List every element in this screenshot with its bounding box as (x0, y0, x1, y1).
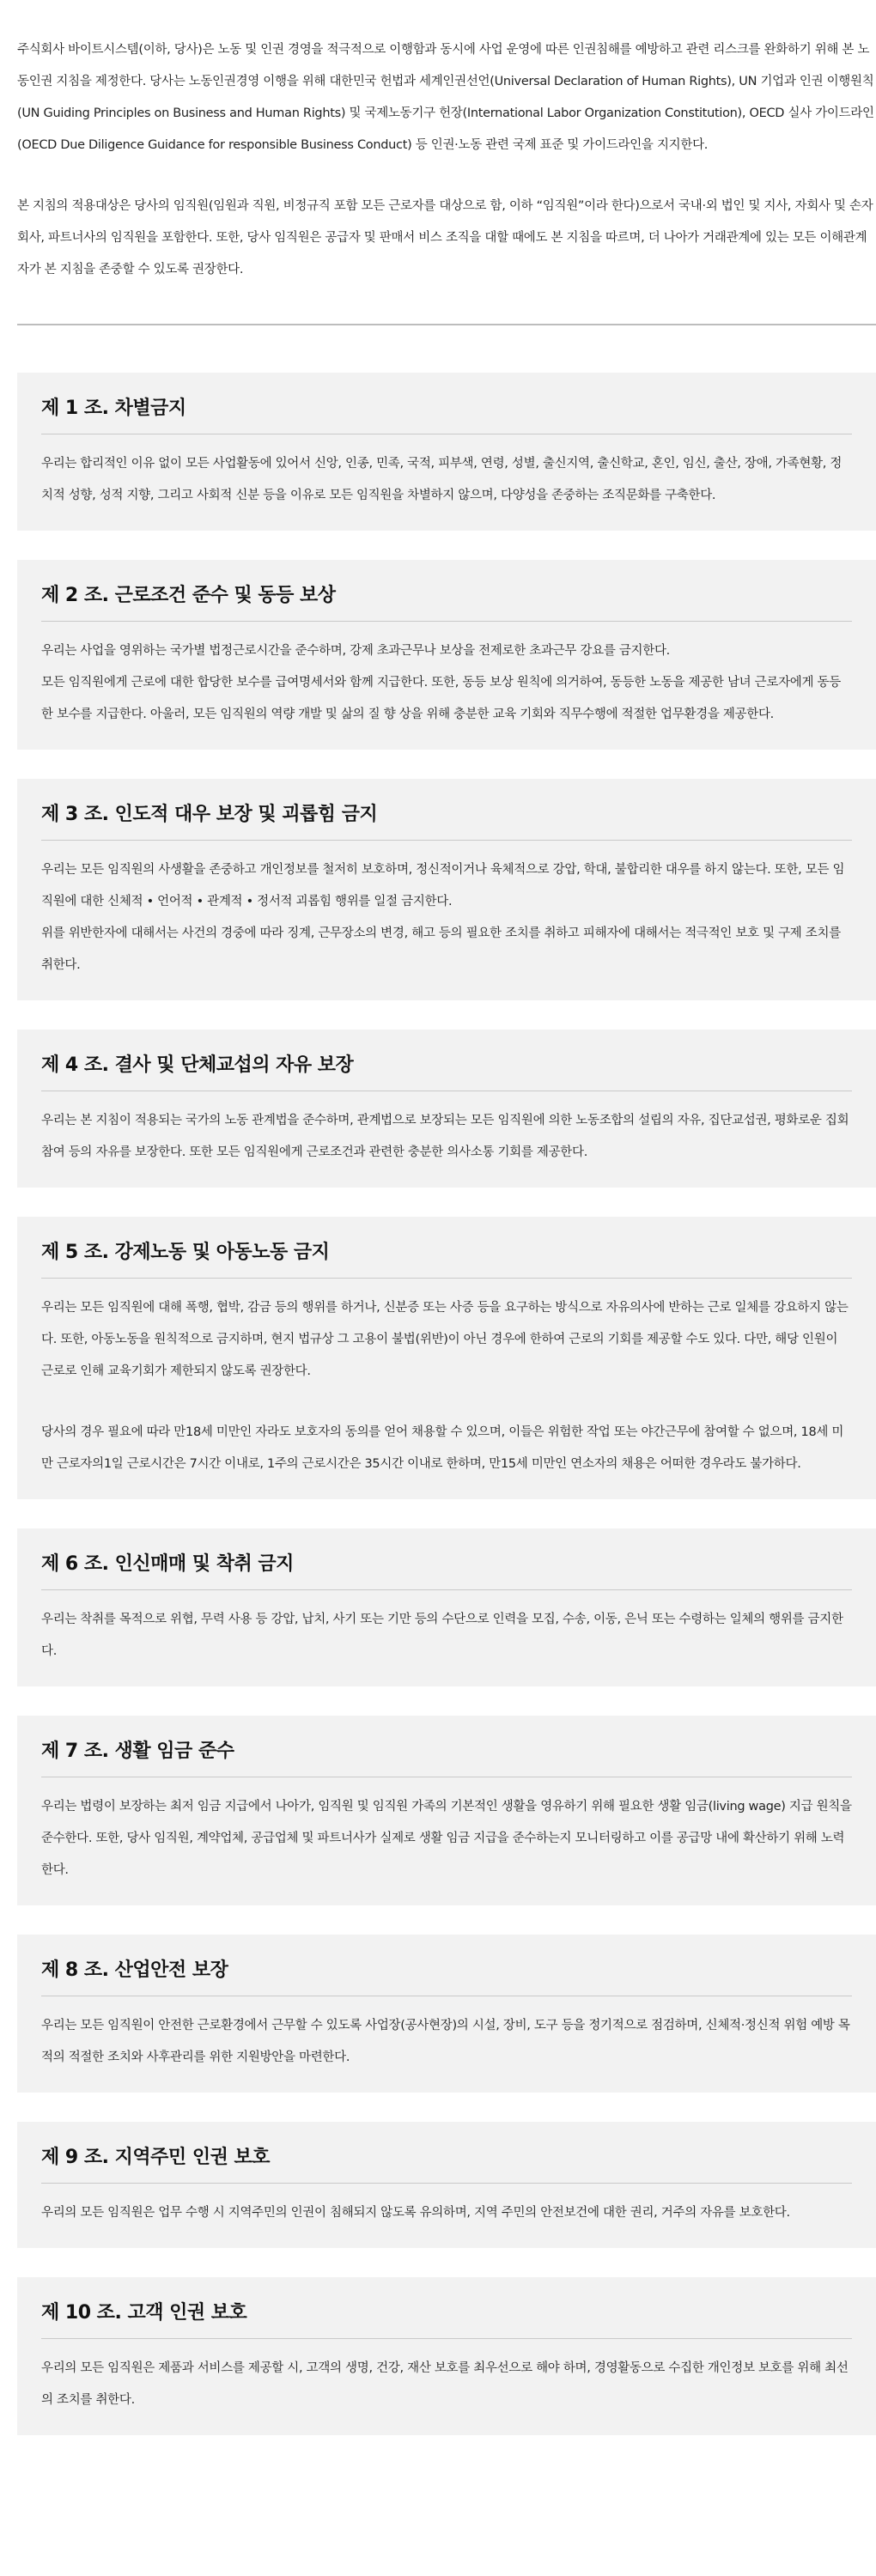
article-paragraph: 우리는 모든 임직원이 안전한 근로환경에서 근무할 수 있도록 사업장(공사현장)의 시설, 장비, 도구 등을 정기적으로 점검하며, 신체적·정신적 위험 예방 목적의 적절한 조치와 사후관리를 위한 지원방안을 마련한다. (41, 2019, 850, 2064)
article-4 (17, 1030, 876, 1188)
article-body (41, 2184, 852, 2229)
article-body (41, 1590, 852, 1668)
article-body (41, 1091, 852, 1169)
article-title: 제 8 조. 산업안전 보장 (41, 1955, 852, 1996)
article-1 (17, 373, 876, 531)
article-5 (17, 1217, 876, 1499)
article-10 (17, 2277, 876, 2435)
article-paragraph: 우리의 모든 임직원은 업무 수행 시 지역주민의 인권이 침해되지 않도록 유의하며, 지역 주민의 안전보건에 대한 권리, 거주의 자유를 보호한다. (41, 2206, 790, 2220)
article-paragraph: 당사의 경우 필요에 따라 만18세 미만인 자라도 보호자의 동의를 얻어 채용할 수 있으며, 이들은 위험한 작업 또는 야간근무에 참여할 수 없으며, 18세 미만 근로자의1일 근로시간은 7시간 이내로, 1주의 근로시간은 35시간 이내로 한하며, 만15세 미만인 연소자의 채용은 어떠한 경우라도 불가하다. (41, 1425, 844, 1471)
article-title: 제 3 조. 인도적 대우 보장 및 괴롭힘 금지 (41, 799, 852, 841)
articles-list (17, 373, 876, 2435)
article-title: 제 5 조. 강제노동 및 아동노동 금지 (41, 1237, 852, 1279)
article-paragraph: 우리의 모든 임직원은 제품과 서비스를 제공할 시, 고객의 생명, 건강, 재산 보호를 최우선으로 해야 하며, 경영활동으로 수집한 개인정보 보호를 위해 최선의 조치를 취한다. (41, 2361, 849, 2407)
article-body (41, 622, 852, 731)
article-title: 제 4 조. 결사 및 단체교섭의 자유 보장 (41, 1050, 852, 1091)
article-6 (17, 1528, 876, 1686)
article-paragraph: 모든 임직원에게 근로에 대한 합당한 보수를 급여명세서와 함께 지급한다. 또한, 동등 보상 원칙에 의거하여, 동등한 노동을 제공한 남녀 근로자에게 동등한 보수를 지급한다. 아울러, 모든 임직원의 역량 개발 및 삶의 질 향 상을 위해 충분한 교육 기회와 직무수행에 적절한 업무환경을 제공한다. (41, 676, 841, 721)
article-body (41, 841, 852, 981)
article-title: 제 9 조. 지역주민 인권 보호 (41, 2142, 852, 2184)
intro-paragraph: 주식회사 바이트시스템(이하, 당사)은 노동 및 인권 경영을 적극적으로 이행함과 동시에 사업 운영에 따른 인권침해를 예방하고 관련 리스크를 완화하기 위해 본 노동인권 지침을 제정한다. 당사는 노동인권경영 이행을 위해 대한민국 헌법과 세계인권선언(Universal Declaration of Human Rights), UN 기업과 인권 이행원칙(UN Guiding Principles on Business and Human Rights) 및 국제노동기구 헌장(International Labor Organization Constitution), OECD 실사 가이드라인(OECD Due Diligence Guidance for responsible Business Conduct) 등 인권·노동 관련 국제 표준 및 가이드라인을 지지한다. (17, 43, 874, 152)
article-body (41, 434, 852, 512)
article-3 (17, 779, 876, 1000)
policy-page (17, 0, 876, 2435)
article-body (41, 1279, 852, 1480)
article-paragraph: 우리는 모든 임직원의 사생활을 존중하고 개인정보를 철저히 보호하며, 정신적이거나 육체적으로 강압, 학대, 불합리한 대우를 하지 않는다. 또한, 모든 임직원에 대한 신체적 • 언어적 • 관계적 • 정서적 괴롭힘 행위를 일절 금지한다. (41, 863, 845, 908)
article-title: 제 1 조. 차별금지 (41, 393, 852, 434)
article-2 (17, 560, 876, 750)
article-8 (17, 1935, 876, 2093)
intro-paragraph: 본 지침의 적용대상은 당사의 임직원(임원과 직원, 비정규직 포함 모든 근로자를 대상으로 함, 이하 “임직원”이라 한다)으로서 국내·외 법인 및 지사, 자회사 및 손자회사, 파트너사의 임직원을 포함한다. 또한, 당사 임직원은 공급자 및 판매서 비스 조직을 대할 때에도 본 지침을 따르며, 더 나아가 거래관계에 있는 모든 이해관계자가 본 지침을 존중할 수 있도록 권장한다. (17, 199, 873, 276)
article-paragraph: 위를 위반한자에 대해서는 사건의 경중에 따라 징계, 근무장소의 변경, 해고 등의 필요한 조치를 취하고 피해자에 대해서는 적극적인 보호 및 구제 조치를 취한다. (41, 927, 841, 972)
section-divider (17, 324, 876, 325)
article-paragraph: 우리는 사업을 영위하는 국가별 법정근로시간을 준수하며, 강제 초과근무나 보상을 전제로한 초과근무 강요를 금지한다. (41, 644, 670, 658)
article-paragraph: 우리는 착취를 목적으로 위협, 무력 사용 등 강압, 납치, 사기 또는 기만 등의 수단으로 인력을 모집, 수송, 이동, 은닉 또는 수령하는 일체의 행위를 금지한다. (41, 1613, 843, 1658)
article-title: 제 10 조. 고객 인권 보호 (41, 2298, 852, 2339)
article-paragraph: 우리는 모든 임직원에 대해 폭행, 협박, 감금 등의 행위를 하거나, 신분증 또는 사증 등을 요구하는 방식으로 자유의사에 반하는 근로 일체를 강요하지 않는다. 또한, 아동노동을 원칙적으로 금지하며, 현지 법규상 그 고용이 불법(위반)이 아닌 경우에 한하여 근로의 기회를 제공할 수도 있다. 다만, 해당 인원이 근로로 인해 교육기회가 제한되지 않도록 권장한다. (41, 1301, 849, 1378)
article-paragraph: 우리는 본 지침이 적용되는 국가의 노동 관계법을 준수하며, 관계법으로 보장되는 모든 임직원에 의한 노동조합의 설립의 자유, 집단교섭권, 평화로운 집회 참여 등의 자유를 보장한다. 또한 모든 임직원에게 근로조건과 관련한 충분한 의사소통 기회를 제공한다. (41, 1114, 849, 1159)
article-paragraph: 우리는 합리적인 이유 없이 모든 사업활동에 있어서 신앙, 인종, 민족, 국적, 피부색, 연령, 성별, 출신지역, 출신학교, 혼인, 임신, 출산, 장애, 가족현황, 정치적 성향, 성적 지향, 그리고 사회적 신분 등을 이유로 모든 임직원을 차별하지 않으며, 다양성을 존중하는 조직문화를 구축한다. (41, 457, 843, 502)
article-title: 제 2 조. 근로조건 준수 및 동등 보상 (41, 580, 852, 622)
article-9 (17, 2122, 876, 2248)
article-paragraph: 우리는 법령이 보장하는 최저 임금 지급에서 나아가, 임직원 및 임직원 가족의 기본적인 생활을 영유하기 위해 필요한 생활 임금(living wage) 지급 원칙을 준수한다. 또한, 당사 임직원, 계약업체, 공급업체 및 파트너사가 실제로 생활 임금 지급을 준수하는지 모니터링하고 이를 공급망 내에 확산하기 위해 노력한다. (41, 1800, 852, 1877)
article-body (41, 2339, 852, 2416)
article-body (41, 1996, 852, 2074)
article-title: 제 6 조. 인신매매 및 착취 금지 (41, 1549, 852, 1590)
intro-section (17, 0, 876, 286)
article-7 (17, 1716, 876, 1905)
article-body (41, 1777, 852, 1886)
article-title: 제 7 조. 생활 임금 준수 (41, 1736, 852, 1777)
